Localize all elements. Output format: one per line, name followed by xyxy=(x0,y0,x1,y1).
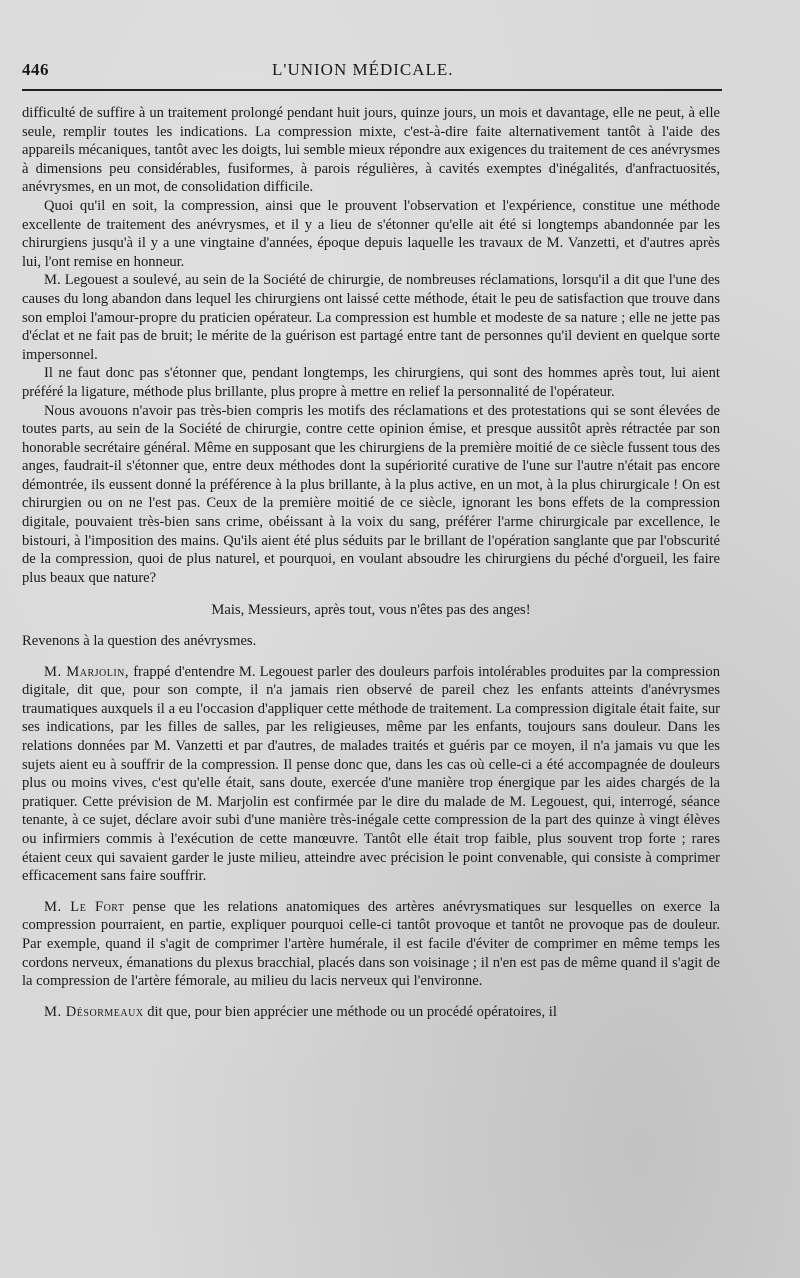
paragraph xyxy=(22,402,720,588)
paragraph-text: Revenons à la question des anévrysmes. xyxy=(22,633,257,650)
paragraph-text: M. Legouest a soulevé, au sein de la Société de chirurgie, de nombreuses réclamations, lorsqu'il a dit que l'une des causes du long abandon dans lequel les chirurgiens ont laissé cette méthode, était le peu de satisfaction que trouve dans son emploi l'amour-propre du praticien opérateur. La compression est humble et modeste de sa nature ; elle ne jette pas d'éclat et ne fait pas de bruit; le mérite de la guérison est partagé entre tant de personnes qu'il devient en quelque sorte impersonnel. xyxy=(22,272,720,363)
body-text xyxy=(22,104,720,1021)
paragraph-text: Quoi qu'il en soit, la compression, ainsi que le prouvent l'observation et l'expérience, constitue une méthode excellente de traitement des anévrysmes, et il y a lieu de s'étonner qu'elle ait été si longtemps abandonnée par les chirurgiens jusqu'à il y a une vingtaine d'années, époque depuis laquelle les travaux de M. Vanzetti, et d'autres après lui, l'ont remise en honneur. xyxy=(22,197,720,270)
paragraph xyxy=(22,632,720,651)
paragraph xyxy=(22,663,720,886)
paragraph-text: Mais, Messieurs, après tout, vous n'êtes pas des anges! xyxy=(211,602,531,619)
page-header xyxy=(22,60,722,88)
paragraph-text: pense que les relations anatomiques des artères anévrysmatiques sur lesquelles on exerce la compression pourraient, en partie, expliquer pourquoi celle-ci tantôt provoque et tantôt ne provoque pas de douleur. Par exemple, quand il s'agit de comprimer l'artère humérale, il est facile d'éviter de comprimer en même temps les cordons nerveux, émanations du plexus bracchial, placés dans son voisinage ; il n'en est pas de même quand il s'agit de la compression de l'artère fémorale, au milieu du lacis nerveux qui l'environne. xyxy=(22,898,720,990)
paragraph xyxy=(22,364,720,401)
running-title: L'UNION MÉDICALE. xyxy=(272,60,454,79)
paragraph xyxy=(22,898,720,991)
page-number: 446 xyxy=(22,60,49,79)
header-rule xyxy=(22,89,722,91)
paragraph xyxy=(22,1003,720,1022)
speaker-name: M. Le Fort xyxy=(44,898,125,915)
speaker-name: M. Désormeaux xyxy=(44,1003,144,1020)
paragraph-text: difficulté de suffire à un traitement prolongé pendant huit jours, quinze jours, un mois et davantage, elle ne peut, à elle seule, remplir toutes les indications. La compression mixte, c'est-à-dire faite alternativement tantôt à l'aide des appareils mécaniques, tantôt avec les doigts, lui semble mieux répondre aux exigences du traitement de ces anévrysmes à dimensions peu considérables, fusiformes, à parois régulières, à cavités exemptes d'inégalités, d'anfractuosités, anévrysmes, en un mot, de consolidation difficile. xyxy=(22,105,720,196)
paragraph-text: Nous avouons n'avoir pas très-bien compris les motifs des réclamations et des protestations qui se sont élevées de toutes parts, au sein de la Société de chirurgie, contre cette opinion émise, et presque aussitôt après rétractée par son honorable secrétaire général. Même en supposant que les chirurgiens de la première moitié de ce siècle fussent tous des anges, faudrait-il s'étonner que, entre deux méthodes dont la supériorité curative de l'une sur l'autre n'était pas encore démontrée, ils eussent donné la préférence à la plus brillante, à la plus active, en un mot, à la plus chirurgicale ! On est chirurgien ou on ne l'est pas. Ceux de la première moitié de ce siècle, ignorant les bons effets de la compression digitale, pouvaient très-bien sans crime, obéissant à la voix du sang, préférer l'arme chirurgicale par excellence, le bistouri, à l'imposition des mains. Qu'ils aient été plus séduits par le brillant de l'opération sanglante que par l'obscurité de la compression, quoi de plus naturel, et pourquoi, en voulant absoudre les chirurgiens du péché d'orgueil, les faire plus beaux que nature? xyxy=(22,402,720,586)
paragraph xyxy=(22,271,720,364)
paragraph xyxy=(22,104,720,197)
speaker-name: M. Marjolin, xyxy=(44,663,130,680)
quote-line xyxy=(22,601,720,620)
paragraph-text: dit que, pour bien apprécier une méthode ou un procédé opératoires, il xyxy=(143,1003,557,1020)
paragraph-text: frappé d'entendre M. Legouest parler des douleurs parfois intolérables produites par la compression digitale, dit que, pour son compte, il n'a jamais rien observé de pareil chez les enfants atteints d'anévrysmes traumatiques auxquels il a eu l'occasion d'appliquer cette méthode de traitement. La compression digitale était faite, sur ses indications, par les filles de salles, par les religieuses, même par les enfants, toujours sans douleur. Dans les relations données par M. Vanzetti et par d'autres, de malades traités et guéris par ce moyen, il n'a jamais vu que les sujets aient eu à souffrir de la compression. Il pense donc que, dans les cas où celle-ci a été accompagnée de douleurs plus ou moins vives, c'est qu'elle était, sans doute, exercée d'une manière trop énergique par les aides chargés de la pratiquer. Cette prévision de M. Marjolin est confirmée par le dire du malade de M. Legouest, qui, interrogé, séance tenante, à ce sujet, déclare avoir subi d'une manière très-inégale cette compression de la part des quinze à vingt élèves ou infirmiers commis à l'exécution de cette manœuvre. Tantôt elle était trop faible, plus souvent trop forte ; rares étaient ceux qui savaient garder le juste milieu, atteindre avec précision le point convenable, qui consiste à comprimer efficacement sans faire souffrir. xyxy=(22,663,720,885)
paragraph-text: Il ne faut donc pas s'étonner que, pendant longtemps, les chirurgiens, qui sont des hommes après tout, lui aient préféré la ligature, méthode plus brillante, plus propre à mettre en relief la personnalité de l'opérateur. xyxy=(22,365,720,400)
paragraph xyxy=(22,197,720,271)
